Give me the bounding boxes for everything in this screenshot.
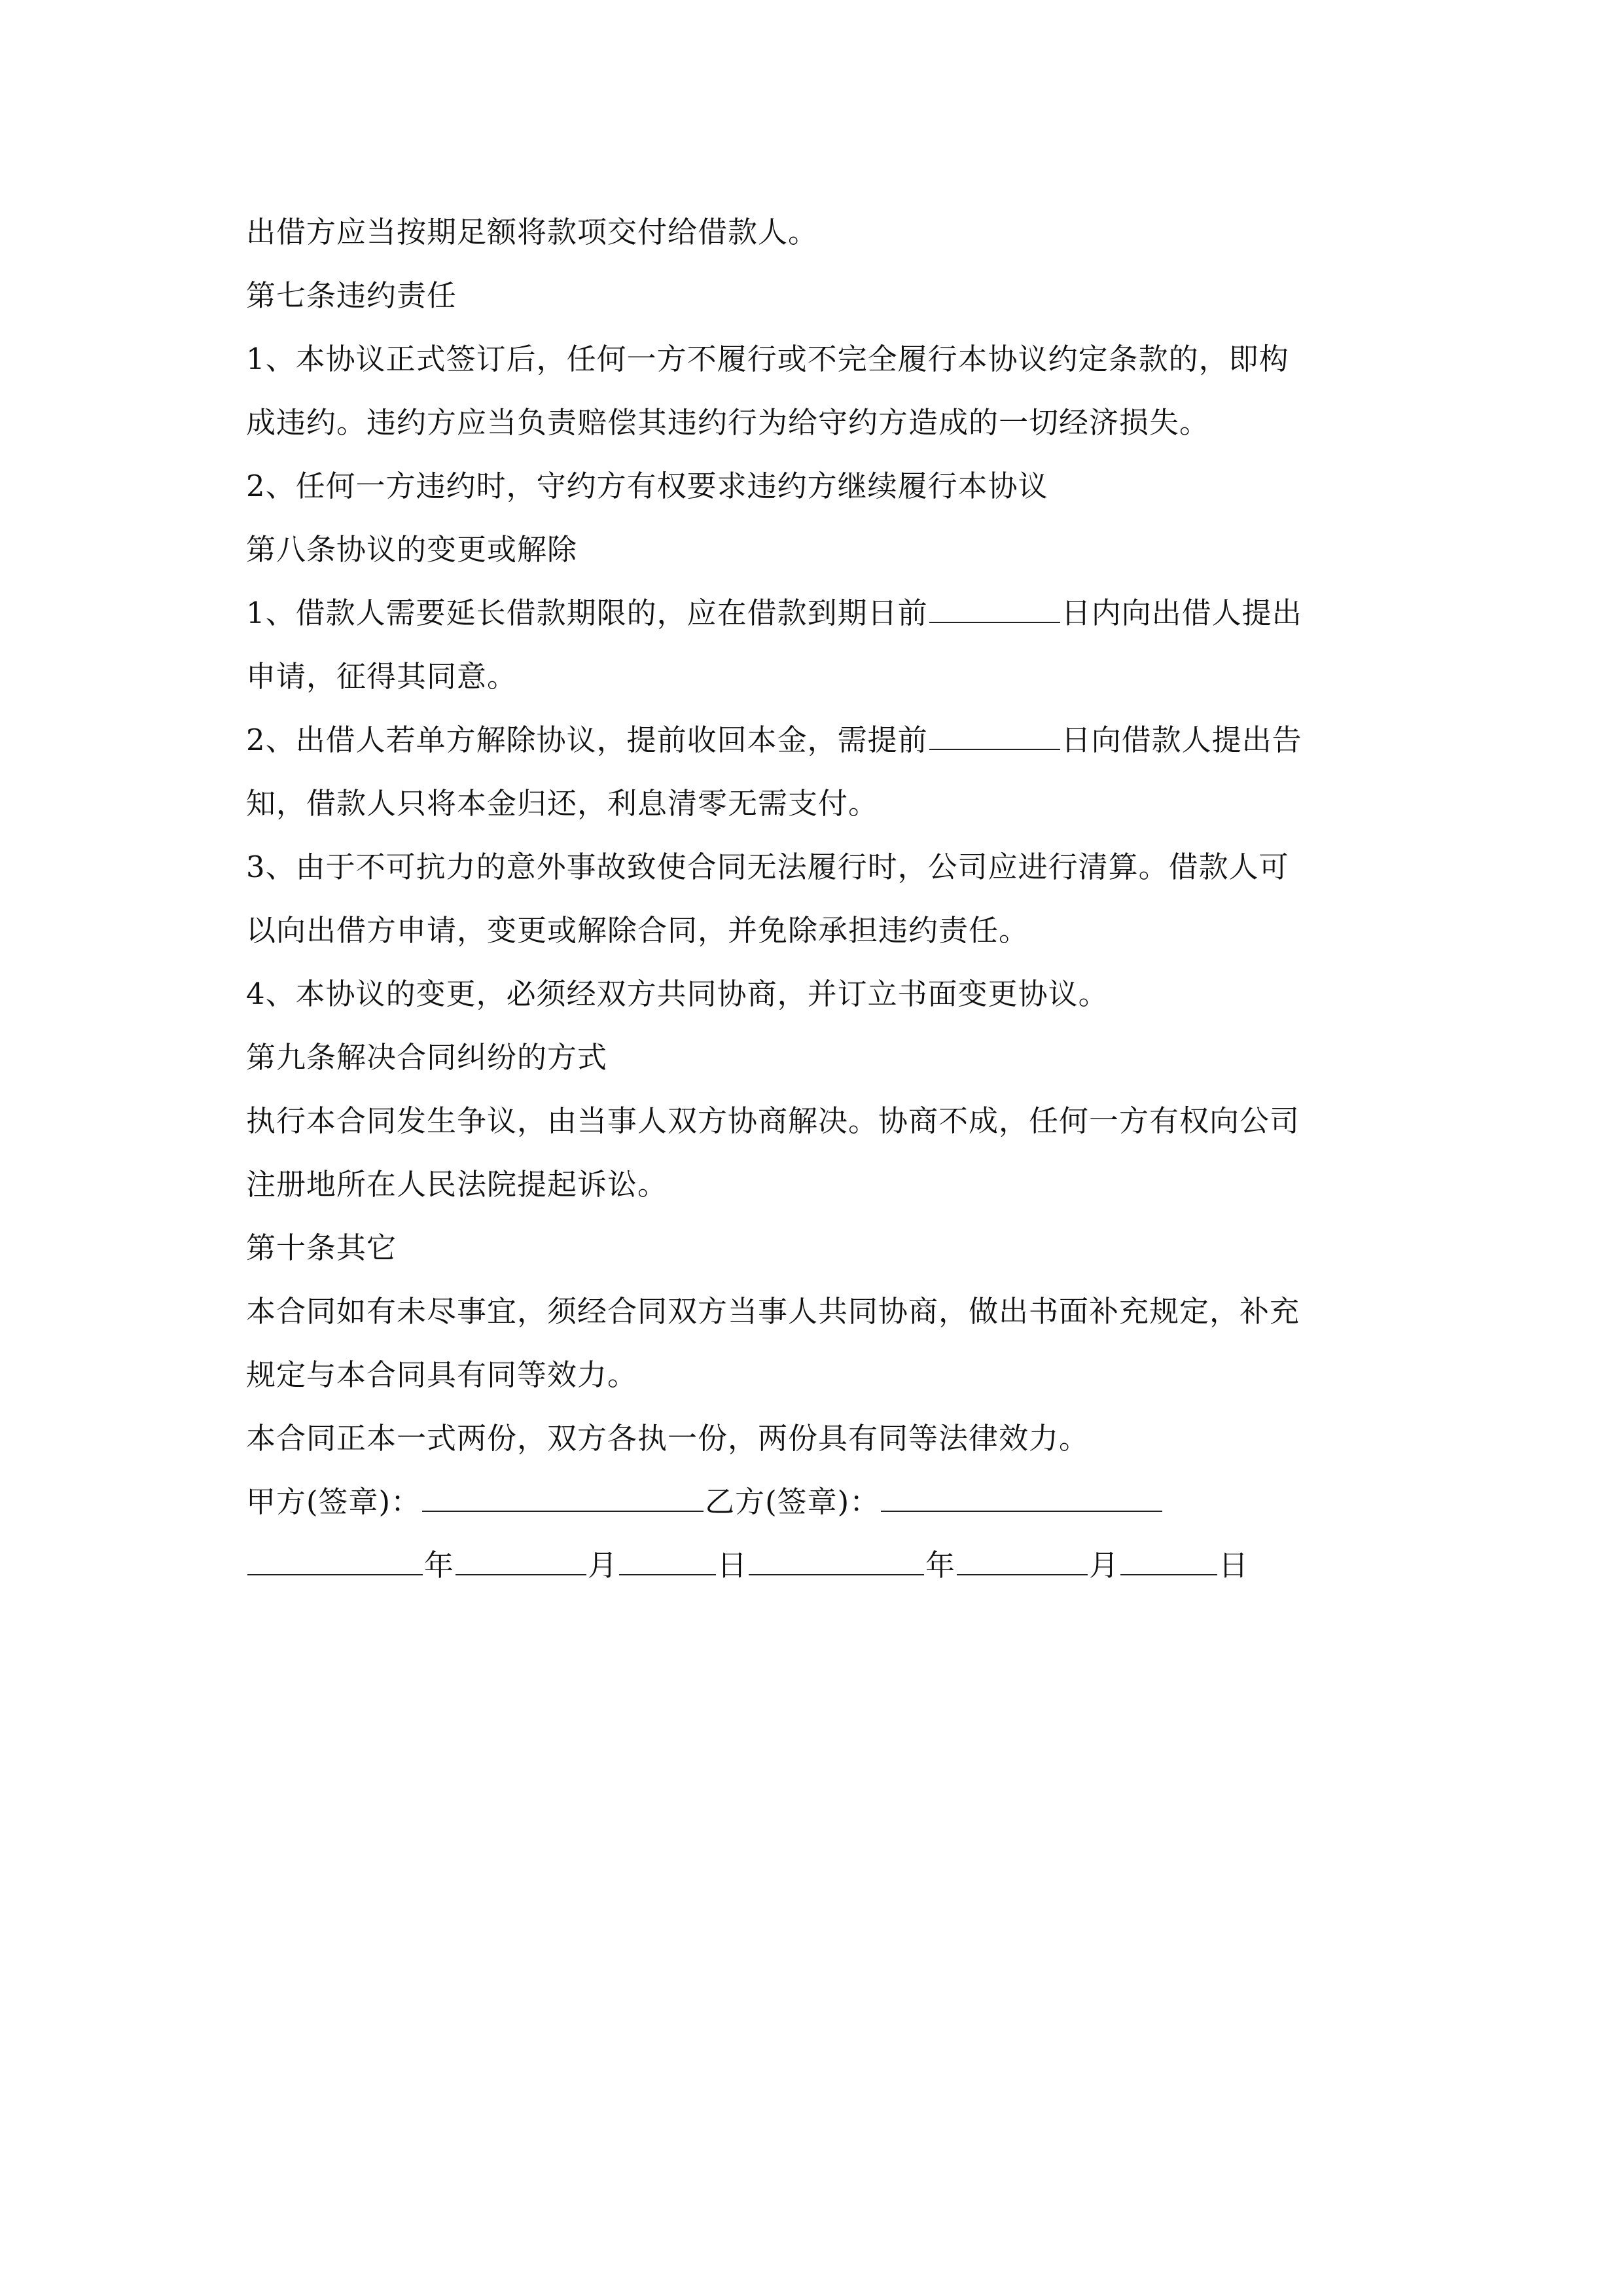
party-b-year-field[interactable] (749, 1547, 924, 1575)
party-a-month-field[interactable] (455, 1547, 586, 1575)
paragraph-line: 执行本合同发生争议，由当事人双方协商解决。协商不成，任何一方有权向公司 (246, 1103, 1300, 1138)
article-7-heading: 第七条违约责任 (246, 278, 457, 313)
paragraph-line: 3、由于不可抗力的意外事故致使合同无法履行时，公司应进行清算。借款人可 (246, 850, 1289, 884)
article-9-heading: 第九条解决合同纠纷的方式 (246, 1040, 608, 1075)
line-text: 日向借款人提出告 (1061, 723, 1302, 757)
line-text: 1、借款人需要延长借款期限的，应在借款到期日前 (246, 596, 928, 630)
party-b-day-field[interactable] (1120, 1547, 1217, 1575)
paragraph-line: 本合同正本一式两份，双方各执一份，两份具有同等法律效力。 (246, 1421, 1090, 1456)
year-label: 年 (424, 1548, 455, 1583)
month-label: 月 (588, 1548, 618, 1583)
year-label: 年 (925, 1548, 956, 1583)
party-b-month-field[interactable] (957, 1547, 1088, 1575)
party-a-year-field[interactable] (247, 1547, 423, 1575)
days-blank-field[interactable] (929, 594, 1060, 623)
paragraph-line: 1、本协议正式签订后，任何一方不履行或不完全履行本协议约定条款的，即构 (246, 342, 1289, 376)
contract-body (246, 200, 1377, 1597)
signature-line (246, 1470, 1377, 1534)
party-b-label: 乙方(签章)： (705, 1484, 880, 1519)
paragraph-line: 成违约。违约方应当负责赔偿其违约行为给守约方造成的一切经济损失。 (246, 405, 1210, 440)
notice-days-blank-field[interactable] (929, 721, 1060, 750)
paragraph-line: 规定与本合同具有同等效力。 (246, 1357, 638, 1392)
paragraph-line: 出借方应当按期足额将款项交付给借款人。 (246, 215, 819, 249)
article-10-heading: 第十条其它 (246, 1230, 397, 1265)
paragraph-line: 申请，征得其同意。 (246, 659, 518, 694)
paragraph-line: 4、本协议的变更，必须经双方共同协商，并订立书面变更协议。 (246, 977, 1109, 1011)
article-8-heading: 第八条协议的变更或解除 (246, 532, 578, 567)
paragraph-line: 以向出借方申请，变更或解除合同，并免除承担违约责任。 (246, 913, 1029, 948)
paragraph-line (246, 708, 1377, 772)
paragraph-line: 本合同如有未尽事宜，须经合同双方当事人共同协商，做出书面补充规定，补充 (246, 1294, 1300, 1329)
line-text: 2、出借人若单方解除协议，提前收回本金，需提前 (246, 723, 928, 757)
party-a-label: 甲方(签章)： (246, 1484, 421, 1519)
paragraph-line: 知，借款人只将本金归还，利息清零无需支付。 (246, 786, 879, 821)
paragraph-line (246, 581, 1377, 645)
date-line (246, 1534, 1377, 1597)
party-b-signature-field[interactable] (881, 1483, 1162, 1512)
paragraph-line: 注册地所在人民法院提起诉讼。 (246, 1167, 668, 1202)
party-a-signature-field[interactable] (422, 1483, 704, 1512)
day-label: 日 (717, 1548, 748, 1583)
paragraph-line: 2、任何一方违约时，守约方有权要求违约方继续履行本协议 (246, 469, 1048, 503)
party-a-day-field[interactable] (619, 1547, 716, 1575)
day-label: 日 (1219, 1548, 1249, 1583)
line-text: 日内向出借人提出 (1061, 596, 1302, 630)
month-label: 月 (1089, 1548, 1120, 1583)
